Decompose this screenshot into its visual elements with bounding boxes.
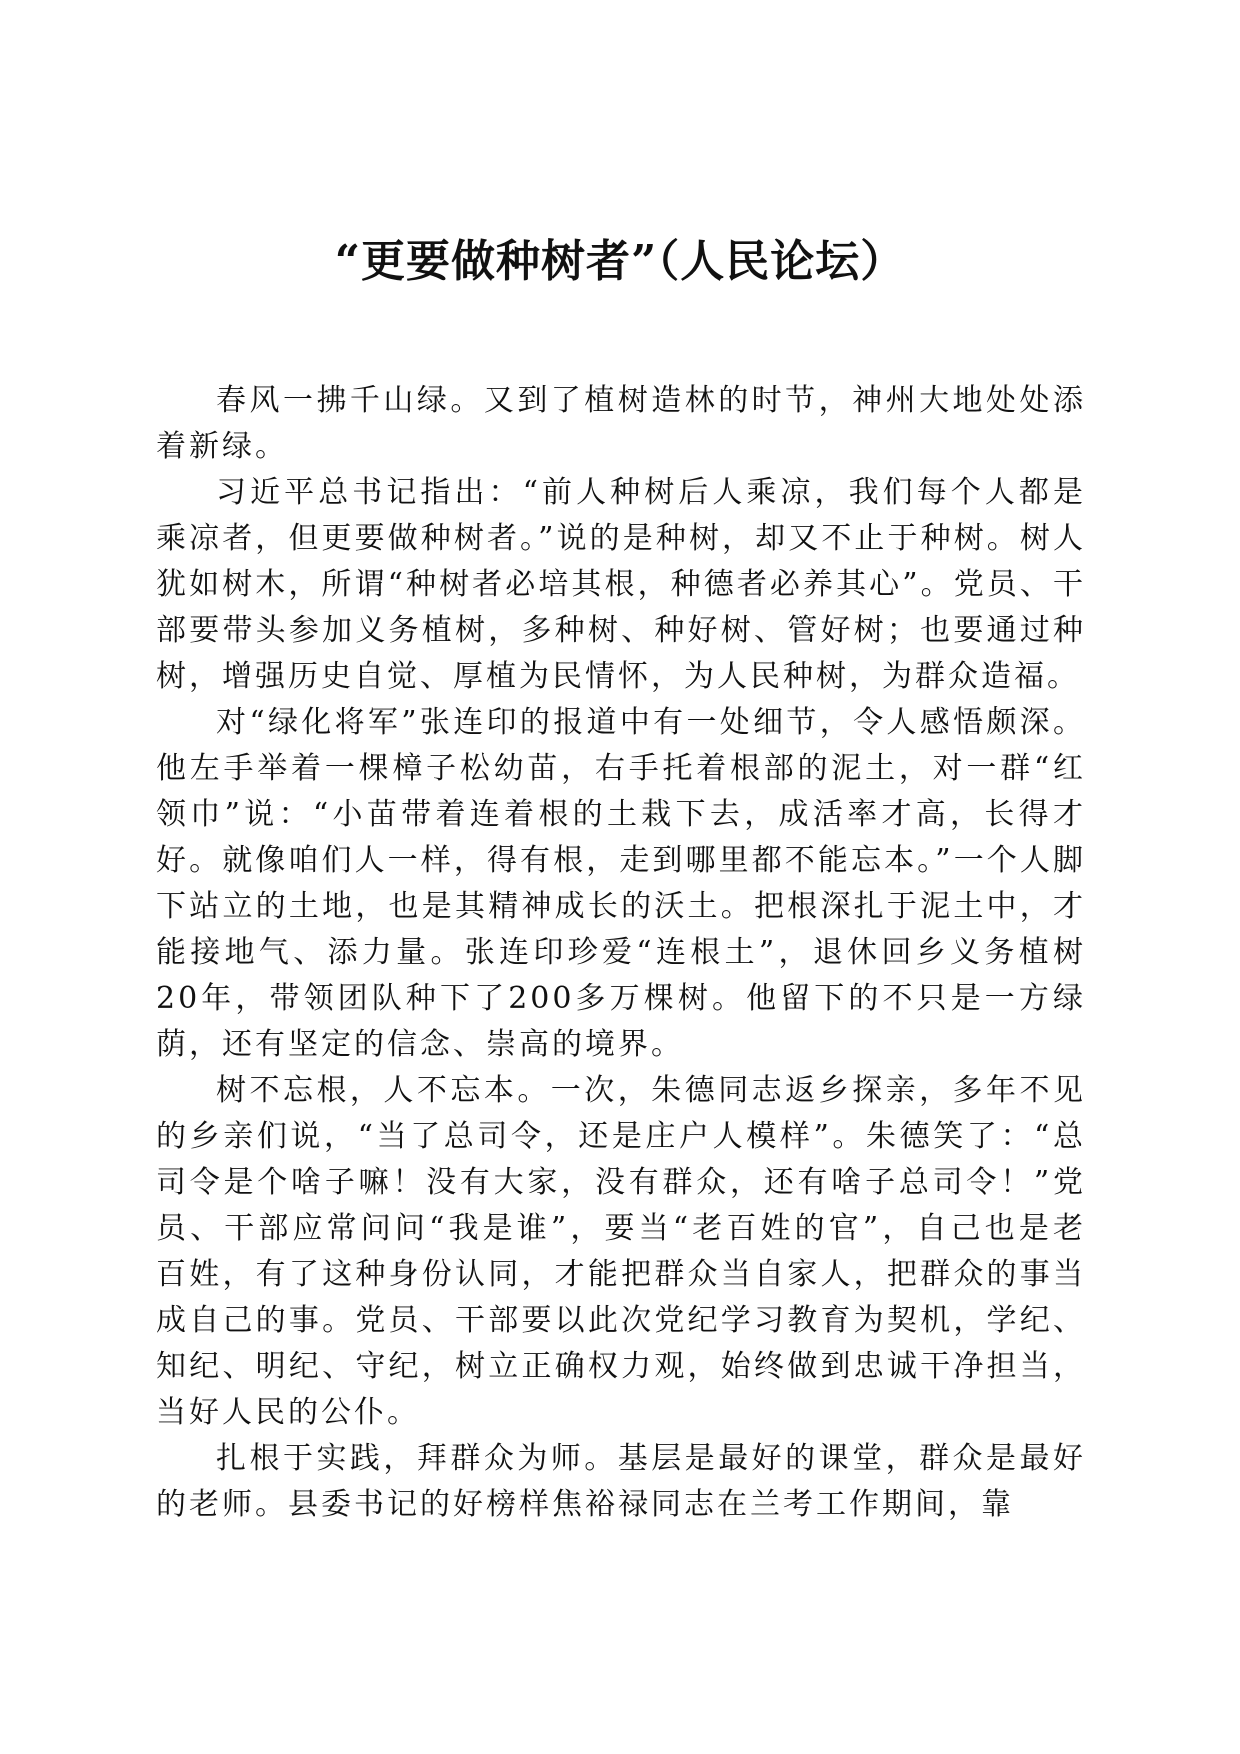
paragraph-4: 树不忘根，人不忘本。一次，朱德同志返乡探亲，多年不见的乡亲们说，“当了总司令，还是庄户人模样”。朱德笑了：“总司令是个啥子嘛！没有大家，没有群众，还有啥子总司令！”党员、干部应常问问“我是谁”，要当“老百姓的官”，自己也是老百姓，有了这种身份认同，才能把群众当自家人，把群众的事当成自己的事。党员、干部要以此次党纪学习教育为契机，学纪、知纪、明纪、守纪，树立正确权力观，始终做到忠诚干净担当，当好人民的公仆。 [156, 1073, 1086, 1430]
paragraph-5: 扎根于实践，拜群众为师。基层是最好的课堂，群众是最好的老师。县委书记的好榜样焦裕禄同志在兰考工作期间，靠 [156, 1441, 1086, 1522]
document-title: “更要做种树者”（人民论坛） [334, 236, 906, 287]
document-body [156, 378, 1086, 1528]
paragraph-3: 对“绿化将军”张连印的报道中有一处细节，令人感悟颇深。他左手举着一棵樟子松幼苗，右手托着根部的泥土，对一群“红领巾”说：“小苗带着连着根的土栽下去，成活率才高，长得才好。就像咱们人一样，得有根，走到哪里都不能忘本。”一个人脚下站立的土地，也是其精神成长的沃土。把根深扎于泥土中，才能接地气、添力量。张连印珍爱“连根土”，退休回乡义务植树20年，带领团队种下了200多万棵树。他留下的不只是一方绿荫，还有坚定的信念、崇高的境界。 [156, 705, 1086, 1062]
paragraph-1: 春风一拂千山绿。又到了植树造林的时节，神州大地处处添着新绿。 [156, 383, 1086, 464]
paragraph-2: 习近平总书记指出：“前人种树后人乘凉，我们每个人都是乘凉者，但更要做种树者。”说的是种树，却又不止于种树。树人犹如树木，所谓“种树者必培其根，种德者必养其心”。党员、干部要带头参加义务植树，多种树、种好树、管好树；也要通过种树，增强历史自觉、厚植为民情怀，为人民种树，为群众造福。 [156, 475, 1086, 694]
